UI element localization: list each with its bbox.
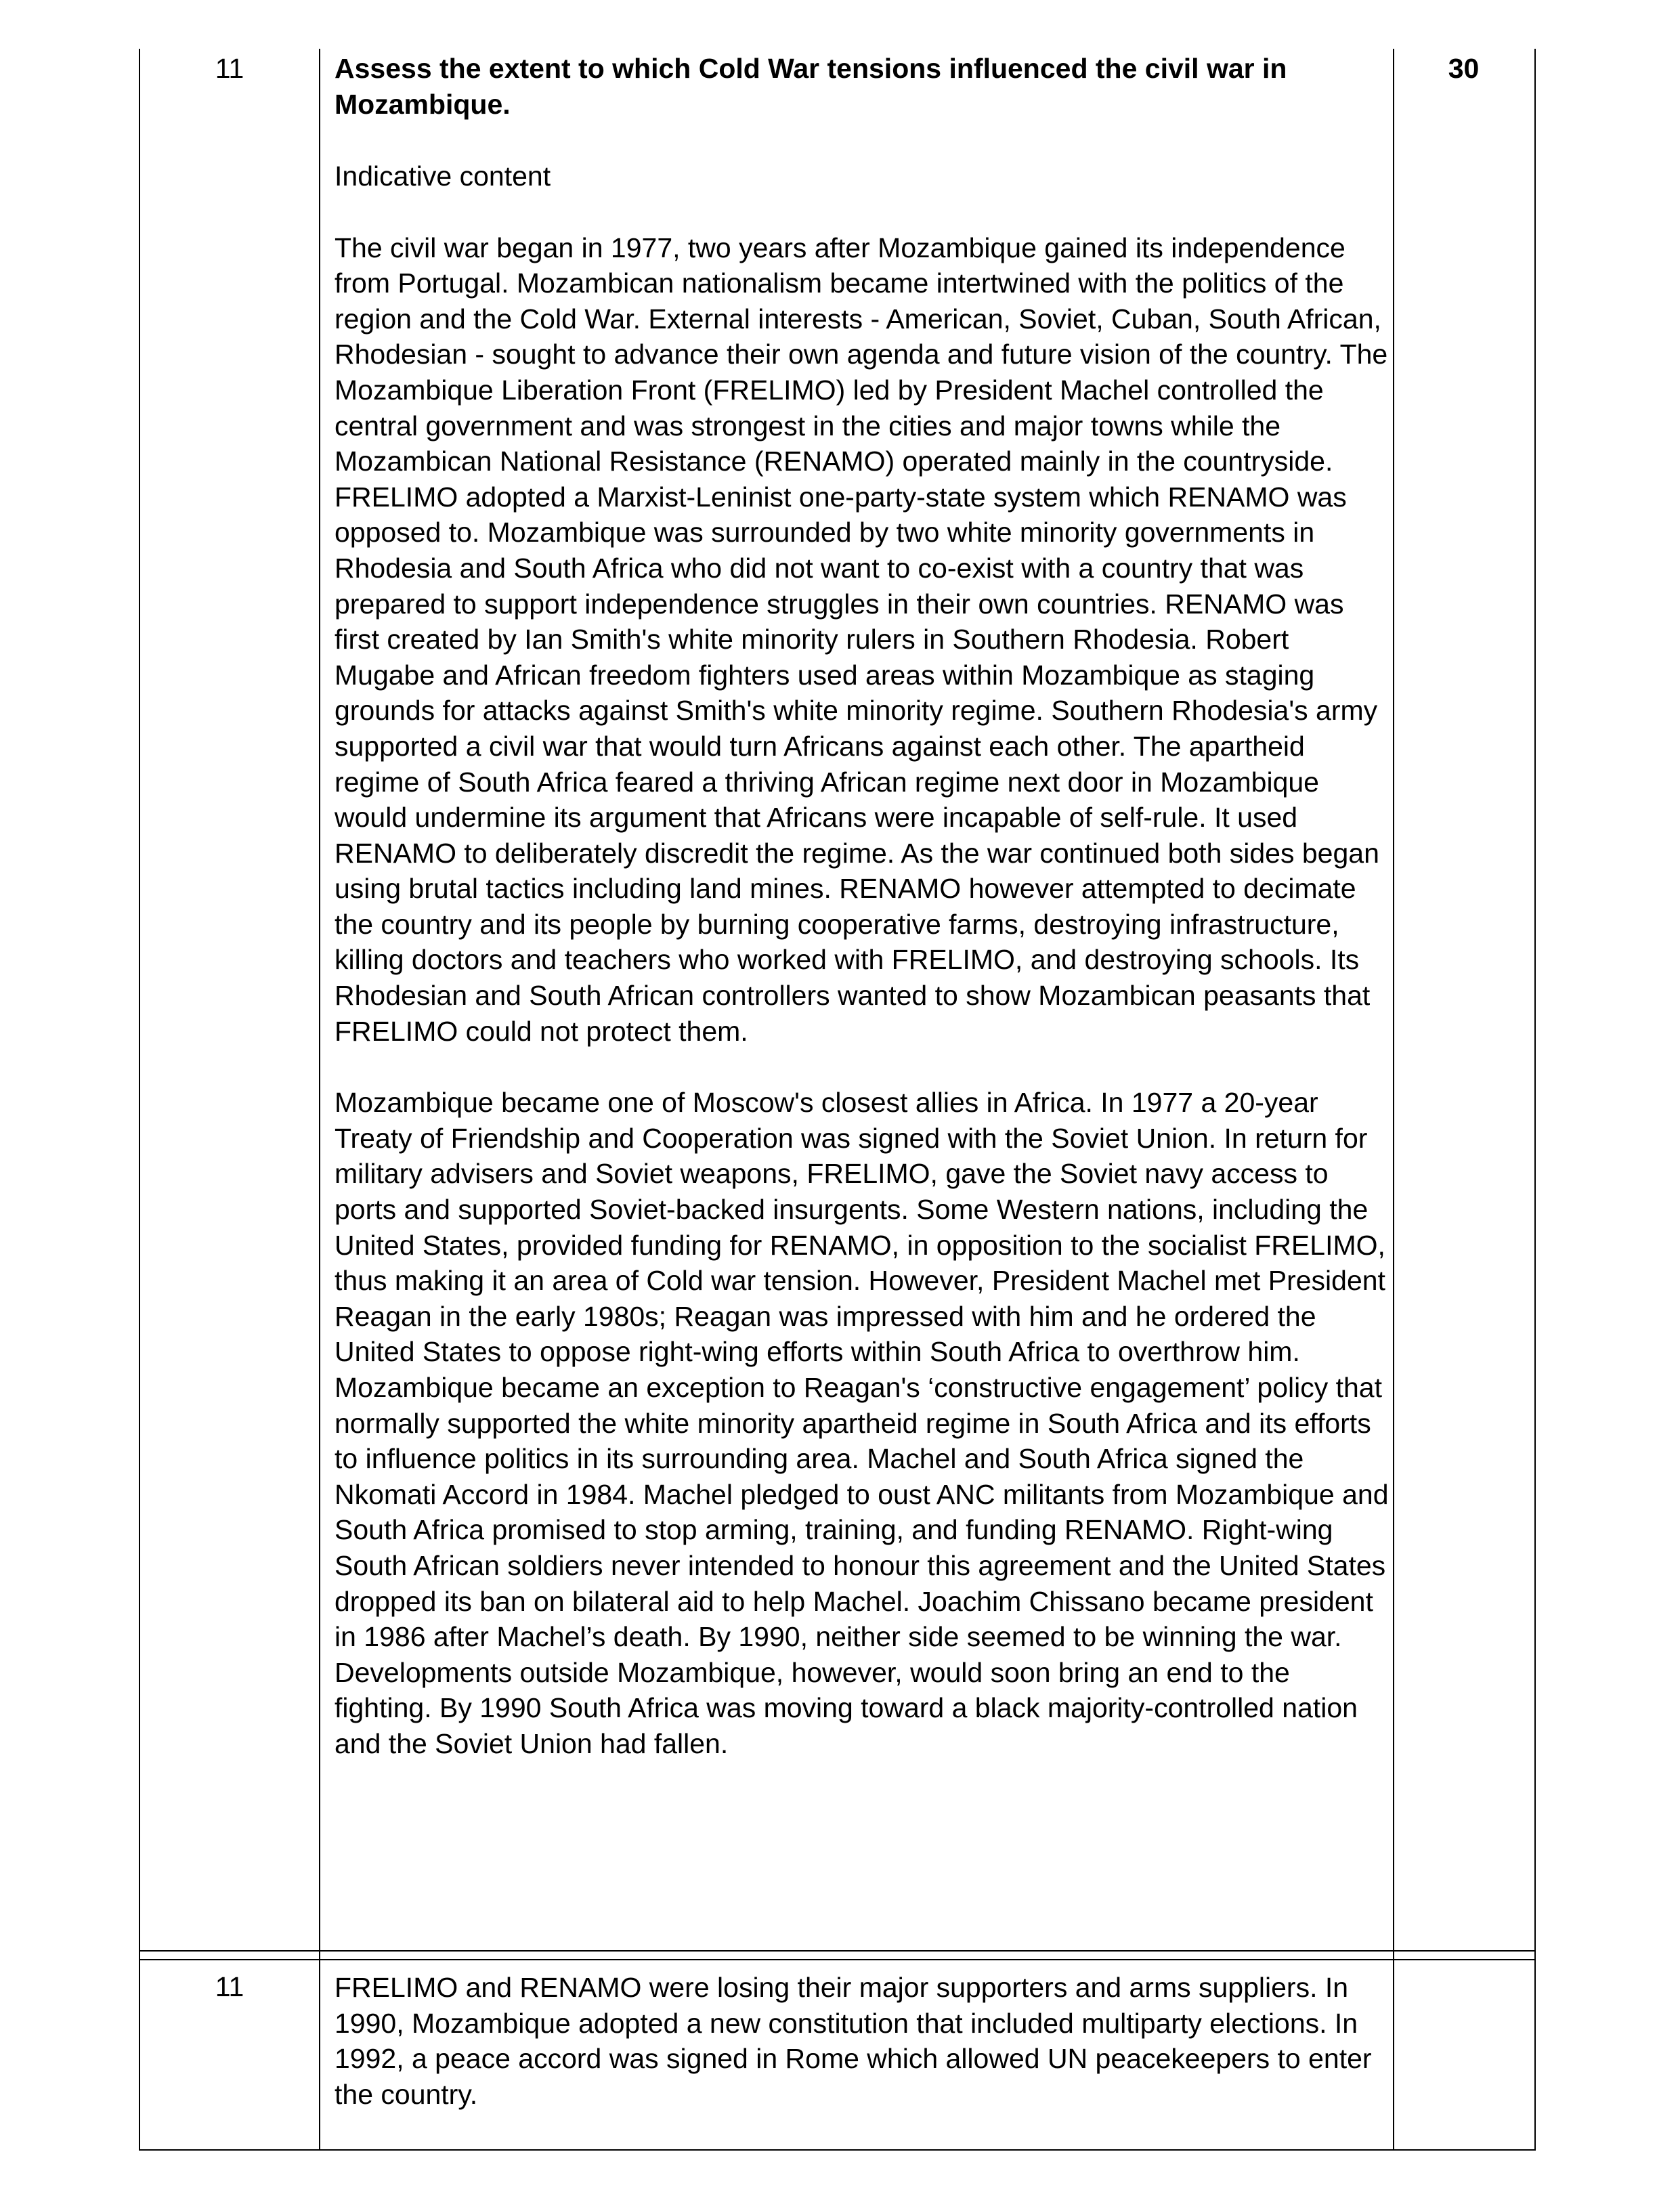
continued-answer-cell [335, 1970, 1391, 2112]
answer-paragraph-2-text: Mozambique became one of Moscow's closest allies in Africa. In 1977 a 20-year Treaty of Friendship and Cooperation was signed with the Soviet Union. In return for military advisers and Soviet weapons, FRELIMO, gave the Soviet navy access to ports and supported Soviet-backed insurgents. Some Western nations, including the United States, provided funding for RENAMO, in opposition to the socialist FRELIMO, thus making it an area of Cold war tension. However, President Machel met President Reagan in the early 1980s; Reagan was impressed with him and he ordered the United States to oppose right-wing efforts within South Africa to overthrow him. Mozambique became an exception to Reagan's ‘constructive engagement’ policy that normally supported the white minority apartheid regime in South Africa and its efforts to influence politics in its surrounding area. Machel and South Africa signed the Nkomati Accord in 1984. Machel pledged to oust ANC militants from Mozambique and South Africa promised to stop arming, training, and funding RENAMO. Right-wing South African soldiers never intended to honour this agreement and the United States dropped its ban on bilateral aid to help Machel. Joachim Chissano became president in 1986 after Machel’s death. By 1990, neither side seemed to be winning the war. Developments outside Mozambique, however, would soon bring an end to the fighting. By 1990 South Africa was moving toward a black majority-controlled nation and the Soviet Union had fallen. [335, 1087, 1389, 1759]
marks-value: 30 [1448, 53, 1480, 84]
table-divider-marks [1393, 49, 1394, 2151]
question-number: 11 [215, 53, 244, 84]
question-cell [335, 51, 1391, 1762]
continued-answer-text: FRELIMO and RENAMO were losing their major supporters and arms suppliers. In 1990, Mozambique adopted a new constitution that included multiparty elections. In 1992, a peace accord was signed in Rome which allowed UN peacekeepers to enter the country. [335, 1972, 1372, 2110]
row-separator-bottom [139, 1959, 1536, 1960]
table-border-left [139, 49, 140, 2151]
table-border-right [1534, 49, 1536, 2151]
answer-paragraph-2 [335, 1085, 1391, 1761]
answer-paragraph-1-text: The civil war began in 1977, two years after Mozambique gained its independence from Portugal. Mozambican nationalism became intertwined with the politics of the region and the Cold War. External interests - American, Soviet, Cuban, South African, Rhodesian - sought to advance their own agenda and future vision of the country. The Mozambique Liberation Front (FRELIMO) led by President Machel controlled the central government and was strongest in the cities and major towns while the Mozambican National Resistance (RENAMO) operated mainly in the countryside. FRELIMO adopted a Marxist-Leninist one-party-state system which RENAMO was opposed to. Mozambique was surrounded by two white minority governments in Rhodesia and South Africa who did not want to co-exist with a country that was prepared to support independence struggles in their own countries. RENAMO was first created by Ian Smith's white minority rulers in Southern Rhodesia. Robert Mugabe and African freedom fighters used areas within Mozambique as staging grounds for attacks against Smith's white minority regime. Southern Rhodesia's army supported a civil war that would turn Africans against each other. The apartheid regime of South Africa feared a thriving African regime next door in Mozambique would undermine its argument that Africans were incapable of self-rule. It used RENAMO to deliberately discredit the regime. As the war continued both sides began using brutal tactics including land mines. RENAMO however attempted to decimate the country and its people by burning cooperative farms, destroying infrastructure, killing doctors and teachers who worked with FRELIMO, and destroying schools. Its Rhodesian and South African controllers wanted to show Mozambican peasants that FRELIMO could not protect them. [335, 232, 1388, 1047]
question-text: Assess the extent to which Cold War tensions influenced the civil war in Mozambique. [335, 53, 1287, 120]
question-number-continued: 11 [215, 1971, 244, 2002]
row-separator-top [139, 1950, 1536, 1952]
indicative-content-label: Indicative content [335, 160, 551, 192]
table-border-bottom [139, 2149, 1536, 2151]
answer-paragraph-1 [335, 230, 1391, 1050]
table-divider-question [319, 49, 320, 2151]
